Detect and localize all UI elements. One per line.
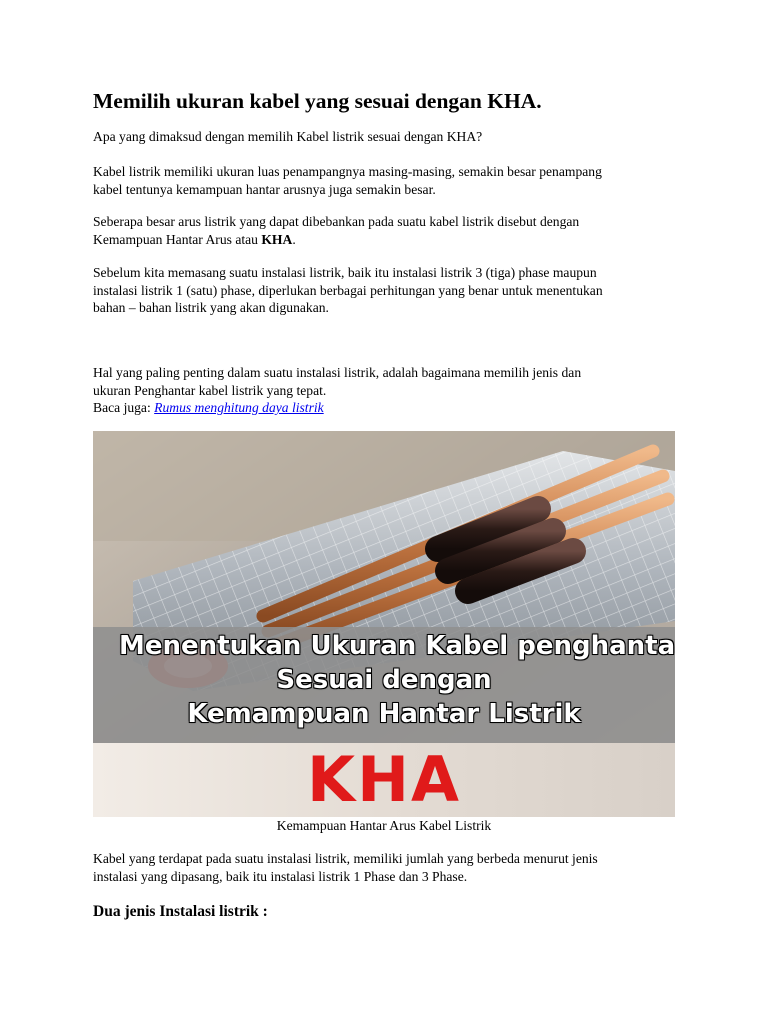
section-heading: Dua jenis Instalasi listrik :: [93, 903, 268, 920]
paragraph-line: [93, 399, 683, 417]
paragraph-line: Hal yang paling penting dalam suatu instalasi listrik, adalah bagaimana memilih jenis dan: [93, 365, 582, 380]
paragraph-line: Sebelum kita memasang suatu instalasi listrik, baik itu instalasi listrik 3 (tiga) phase maupun: [93, 265, 597, 280]
banner-line: Menentukan Ukuran Kabel penghanta: [119, 631, 675, 661]
paragraph-important: [93, 364, 683, 417]
paragraph-line: Kabel yang terdapat pada suatu instalasi listrik, memiliki jumlah yang berbeda menurut jenis: [93, 851, 598, 866]
paragraph-line: Apa yang dimaksud dengan memilih Kabel listrik sesuai dengan KHA?: [93, 129, 483, 144]
paragraph-line: instalasi listrik 1 (satu) phase, diperlukan berbagai perhitungan yang benar untuk menentukan: [93, 282, 603, 298]
text-fragment: .: [292, 231, 296, 247]
banner-text-block: [93, 629, 675, 731]
paragraph-line: instalasi yang dipasang, baik itu instalasi listrik 1 Phase dan 3 Phase.: [93, 868, 468, 884]
paragraph-line: ukuran Penghantar kabel listrik yang tepat.: [93, 382, 327, 398]
paragraph-line: kabel tentunya kemampuan hantar arusnya juga semakin besar.: [93, 181, 436, 197]
banner-line: Sesuai dengan: [276, 665, 492, 695]
kha-bold-term: KHA: [261, 231, 293, 247]
paragraph-line: Seberapa besar arus listrik yang dapat dibebankan pada suatu kabel listrik disebut dengan: [93, 214, 580, 229]
paragraph-line: bahan – bahan listrik yang akan digunakan.: [93, 300, 329, 315]
kha-logo-text: KHA: [307, 743, 461, 816]
paragraph-cable-size: [93, 163, 683, 198]
paragraph-line: Kabel listrik memiliki ukuran luas penampangnya masing-masing, semakin besar penampang: [93, 164, 602, 179]
banner-line: Kemampuan Hantar Listrik: [187, 699, 581, 729]
figure-caption: Kemampuan Hantar Arus Kabel Listrik: [276, 818, 492, 833]
document-title: Memilih ukuran kabel yang sesuai dengan KHA.: [93, 89, 542, 113]
text-fragment: Kemampuan Hantar Arus atau: [93, 231, 262, 247]
read-also-link[interactable]: Rumus menghitung daya listrik: [154, 400, 324, 415]
paragraph-kha-definition: [93, 213, 683, 248]
cable-kha-image: [93, 431, 675, 817]
paragraph-cable-count: [93, 850, 683, 885]
paragraph-line: [93, 231, 683, 249]
paragraph-question: [93, 128, 683, 146]
paragraph-installation: [93, 264, 683, 317]
text-fragment: Baca juga:: [93, 400, 155, 415]
